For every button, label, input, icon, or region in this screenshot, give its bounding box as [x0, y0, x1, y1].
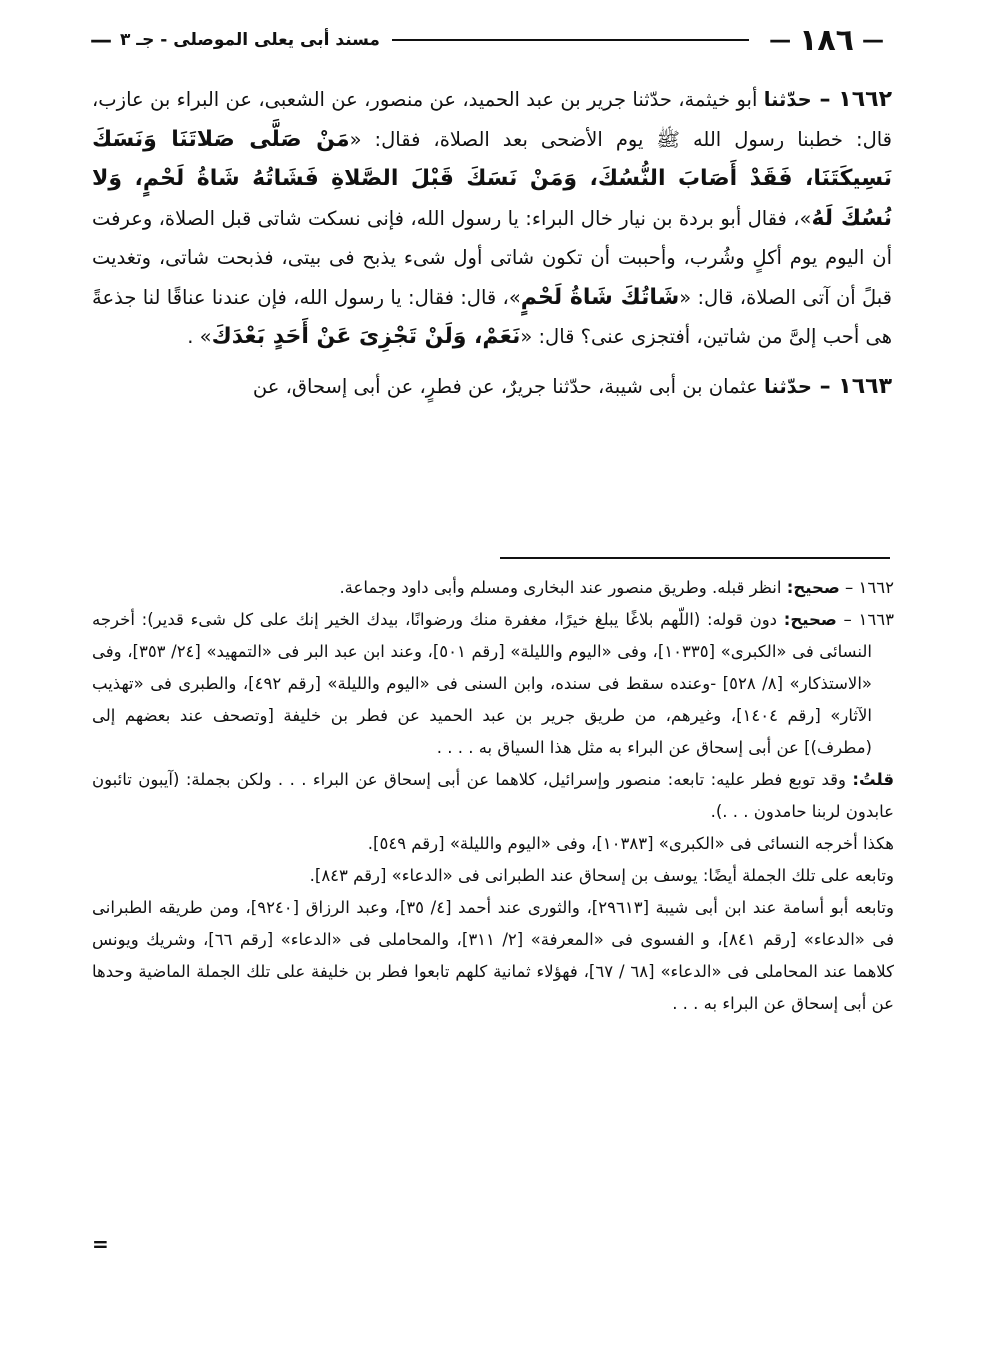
hadith-lead: حدّثنا [763, 88, 812, 111]
hadith-lead: حدّثنا [764, 374, 812, 398]
qultu-label: قلتُ: [852, 770, 894, 789]
running-title: مسند أبى يعلى الموصلى - جـ ٣ [120, 30, 380, 50]
prophetic-quote: شَاتُكَ شَاةُ لَحْمٍ [520, 284, 680, 310]
page-number: ١٨٦ [799, 22, 854, 58]
footnote-qultu [92, 764, 894, 828]
hadith-text: عثمان بن أبى شيبة، حدّثنا جريرٌ، عن فطرٍ، عن أبى إسحاق، عن [252, 374, 758, 398]
main-text [92, 80, 892, 406]
footnote-label: صحيح: [783, 610, 837, 629]
page-header [82, 18, 892, 62]
hadith-text: »، فقال أبو بردة بن نيار خال البراء: يا رسول الله، فإنى نسكت شاتى قبل الصلاة، وعرفت أن اليوم يوم أكلٍ وشُرب، وأحببت أن تكون شاتى أول شىء يذبح فى بيتى، فذبحت شاتى، وتغديت قبلً أن آتى الصلاة، قال: « [92, 206, 892, 309]
hadith-1663: ١٦٦٣ – حدّثنا عثمان بن أبى شيبة، حدّثنا جريرٌ، عن فطرٍ، عن أبى إسحاق، عن [252, 373, 892, 399]
hadith-text: » . [187, 325, 212, 348]
header-dash: — [769, 27, 792, 53]
hadith-1662: ١٦٦٢ – حدّثنا أبو خيثمة، حدّثنا جرير بن عبد الحميد، عن منصور، عن الشعبى، عن البراء بن عازب، قال: خطبنا رسول الله ﷺ يوم الأضحى بعد الصلاة، فقال: «مَنْ صَلَّى صَلاتَنَا وَنَسَكَ نَسِيكَتَنَا، فَقَدْ أَصَابَ النُّسُكَ، وَمَنْ نَسَكَ قَبْلَ الصَّلاةِ فَشَاتُهُ شَاةُ لَحْمٍ، وَلا نُسُكَ لَهُ»، فقال أبو بردة بن نيار خال البراء: يا رسول الله، فإنى نسكت شاتى قبل الصلاة، وعرفت أن اليوم يوم أكلٍ وشُرب، وأحببت أن تكون شاتى أول شىء يذبح فى بيتى، فذبحت شاتى، وتغديت قبلً أن آتى الصلاة، قال: «شَاتُكَ شَاةُ لَحْمٍ»، قال: فقال: يا رسول الله، فإن عندنا عناقًا لنا جذعةً هى أحب إلىَّ من شاتين، أفتجزى عنى؟ قال: «نَعَمْ، وَلَنْ تَجْزِىَ عَنْ أَحَدٍ بَعْدَكَ» . [92, 87, 893, 349]
footnote-text: دون قوله: (اللّهم بلاغًا يبلغ خيرًا، مغفرة منك ورضوانًا، بيدك الخير إنك على كل شىء قدير): أخرجه النسائى فى «الكبرى» [١٠٣٣٥]، وفى «اليوم والليلة» [رقم ٥٠١]، وعند ابن عبد البر فى «التمهيد» [٢٤/ ٣٥٣]، وفى «الاستذكار» [٨/ ٥٢٨] -وعنده سقط فى سنده، وابن السنى فى «اليوم والليلة» [رقم ٤٩٢]، والطبرى فى «تهذيب الآثار» [رقم ١٤٠٤]، وغيرهم، من طريق جرير بن عبد الحميد عن فطر بن خليفة [وتصحف عند بعضهم إلى (مطرف)] عن أبى إسحاق عن البراء به مثل هذا السياق به . . . . [92, 610, 872, 757]
footnotes [92, 572, 894, 1020]
footnote-text: انظر قبله. وطريق منصور عند البخارى ومسلم وأبى داود وجماعة. [339, 578, 782, 597]
header-dash: — [862, 27, 884, 53]
hadith-text: أبو خيثمة، حدّثنا جرير بن عبد الحميد، عن منصور، عن الشعبى، عن البراء بن عازب، قال: خطبنا رسول الله ﷺ يوم الأضحى بعد الصلاة، فقال: « [92, 88, 892, 151]
footnote-number: ١٦٦٣ [858, 610, 894, 629]
hadith-number: ١٦٦٣ [838, 373, 892, 399]
continuation-mark: = [92, 1232, 109, 1256]
prophetic-quote: نَعَمْ، وَلَنْ تَجْزِىَ عَنْ أَحَدٍ بَعْدَكَ [211, 324, 521, 349]
hadith-text: »، قال: فقال: يا رسول الله، فإن عندنا عناقًا لنا جذعةً هى أحب إلىَّ من شاتين، أفتجزى عنى؟ قال: « [92, 285, 892, 348]
footnote-line: هكذا أخرجه النسائى فى «الكبرى» [١٠٣٨٣]، وفى «اليوم والليلة» [رقم ٥٤٩]. [367, 834, 894, 853]
footnote-label: صحيح: [786, 578, 840, 597]
header-dash: — [90, 27, 112, 53]
footnote-line: وتابعه على تلك الجملة أيضًا: يوسف بن إسحاق عند الطبرانى فى «الدعاء» [رقم ٨٤٣]. [309, 866, 894, 885]
footnote-1662: ١٦٦٢ – صحيح: انظر قبله. وطريق منصور عند البخارى ومسلم وأبى داود وجماعة. [339, 578, 894, 597]
footnote-text: وقد توبع فطر عليه: تابعه: منصور وإسرائيل، كلاهما عن أبى إسحاق عن البراء . . . ولكن بجملة: (آيبون تائبون عابدون لربنا حامدون . . .). [92, 770, 894, 821]
hadith-number: ١٦٦٢ [838, 87, 893, 112]
footnote-separator [500, 557, 890, 559]
footnote-line: وتابعه أبو أسامة عند ابن أبى شيبة [٢٩٦١٣]، والثورى عند أحمد [٤/ ٣٥]، وعبد الرزاق [٩٢٤٠]، ومن طريقه الطبرانى فى «الدعاء» [رقم ٨٤١]، و الفسوى فى «المعرفة» [٢/ ٣١١]، والمحاملى فى «الدعاء» [رقم ٦٦]، وشريك ويونس كلاهما عند المحاملى فى «الدعاء» [٦٨ / ٦٧]، فهؤلاء ثمانية كلهم تابعوا فطر بن خليفة على تلك الجملة الماضية وحدها عن أبى إسحاق عن البراء به . . . [92, 898, 894, 1013]
footnote-1663: ١٦٦٣ – صحيح: دون قوله: (اللّهم بلاغًا يبلغ خيرًا، مغفرة منك ورضوانًا، بيدك الخير إنك على كل شىء قدير): أخرجه النسائى فى «الكبرى» [١٠٣٣٥]، وفى «اليوم والليلة» [رقم ٥٠١]، وعند ابن عبد البر فى «التمهيد» [٢٤/ ٣٥٣]، وفى «الاستذكار» [٨/ ٥٢٨] -وعنده سقط فى سنده، وابن السنى فى «اليوم والليلة» [رقم ٤٩٢]، والطبرى فى «تهذيب الآثار» [رقم ١٤٠٤]، وغيرهم، من طريق جرير بن عبد الحميد عن فطر بن خليفة [وتصحف عند بعضهم إلى (مطرف)] عن أبى إسحاق عن البراء به مثل هذا السياق به . . . . [92, 610, 894, 757]
prophetic-quote: مَنْ صَلَّى صَلاتَنَا وَنَسَكَ نَسِيكَتَنَا، فَقَدْ أَصَابَ النُّسُكَ، وَمَنْ نَسَكَ قَبْلَ الصَّلاةِ فَشَاتُهُ شَاةُ لَحْمٍ، وَلا نُسُكَ لَهُ [92, 126, 892, 231]
footnote-number: ١٦٦٢ [858, 578, 894, 597]
header-rule [392, 39, 749, 41]
